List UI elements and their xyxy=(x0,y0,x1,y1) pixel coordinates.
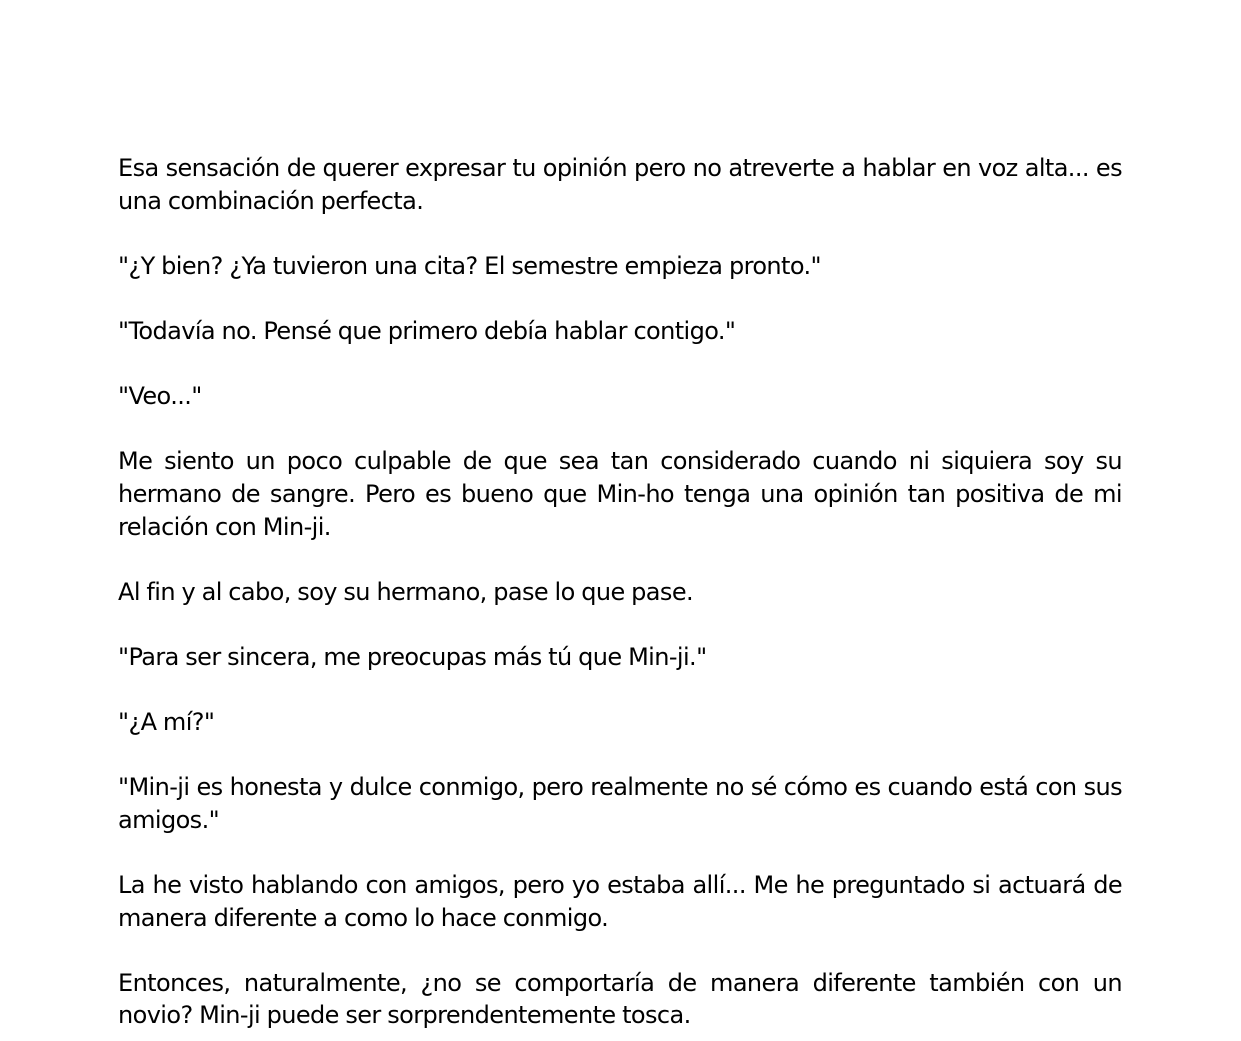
paragraph-6: Al fin y al cabo, soy su hermano, pase lo que pase. xyxy=(118,577,694,606)
document-page xyxy=(118,152,1122,1032)
paragraph-7: "Para ser sincera, me preocupas más tú que Min-ji." xyxy=(118,642,707,671)
paragraph-4: "Veo..." xyxy=(118,382,202,411)
paragraph-3: "Todavía no. Pensé que primero debía hablar contigo." xyxy=(118,316,736,345)
paragraph-10: La he visto hablando con amigos, pero yo estaba allí... Me he preguntado si actuará de manera diferente a como lo hace conmigo. xyxy=(118,871,1122,932)
paragraph-8: "¿A mí?" xyxy=(118,708,215,737)
paragraph-5: Me siento un poco culpable de que sea tan considerado cuando ni siquiera soy su hermano de sangre. Pero es bueno que Min-ho tenga una opinión tan positiva de mi relación con Min-ji. xyxy=(118,447,1122,541)
paragraph-1: Esa sensación de querer expresar tu opinión pero no atreverte a hablar en voz alta... es una combinación perfecta. xyxy=(118,154,1122,215)
paragraph-9: "Min-ji es honesta y dulce conmigo, pero realmente no sé cómo es cuando está con sus amigos." xyxy=(118,773,1122,834)
paragraph-11: Entonces, naturalmente, ¿no se comportaría de manera diferente también con un novio? Min-ji puede ser sorprendentemente tosca. xyxy=(118,968,1122,1030)
paragraph-2: "¿Y bien? ¿Ya tuvieron una cita? El semestre empieza pronto." xyxy=(118,251,821,280)
